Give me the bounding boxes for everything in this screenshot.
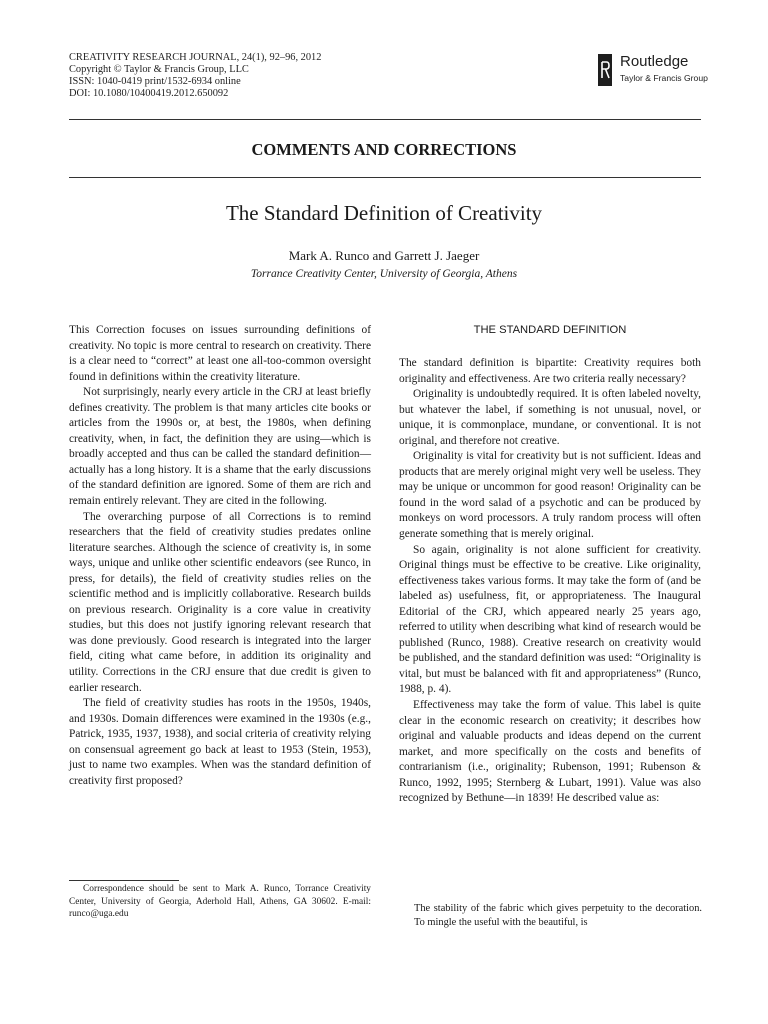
body-paragraph: Effectiveness may take the form of value. This label is quite clear in the economic research on creativity; it describes how original and valuable products and ideas depend on the current market, and more specifically on the costs and benefits of contrarianism (i.e., originality; Rubenson, 1991; Rubenson & Runco, 1992, 1995; Sternberg & Lubart, 1991). Value was also recognized by Bethune—in 1839! He described value as: [399, 699, 701, 805]
body-paragraph: Not surprisingly, nearly every article in the CRJ at least briefly defines creativity. The problem is that many articles cite books or articles from the 1990s or, at best, the 1980s, when defining creativity, when, in fact, the definition they are using—which is broadly accepted and thus can be called the standard definition—actually has a long history. It is a shame that the early discussions of the standard definition are ignored. Some of them are rich and remain entirely relevant. They are cited in the following. [69, 386, 371, 508]
body-paragraph: Originality is vital for creativity but is not sufficient. Ideas and products that are merely original might very well be useless. They may be unique or uncommon for good reason! Originality can be found in the word salad of a psychotic and can be produced by monkeys on word processors. A truly random process will often generate something that is merely original. [399, 450, 701, 541]
affiliation: Torrance Creativity Center, University of Georgia, Athens [250, 268, 518, 280]
section-subheading: THE STANDARD DEFINITION [473, 324, 627, 336]
heading-rule [69, 177, 701, 178]
body-paragraph: So again, originality is not alone sufficient for creativity. Original things must be effective to be creative. Like originality, effectiveness takes various forms. It may take the form of (and be labeled as) usefulness, fit, or appropriateness. The Inaugural Editorial of the CRJ, which appeared nearly 25 years ago, referred to utility when describing what kind of research would be published (Runco, 1988). Creative research on creativity would be published, and the standard definition was used: “Originality is vital, but must be balanced with fit and appropriateness” (Runco, 1988, p. 4). [399, 543, 701, 696]
left-column [69, 323, 371, 789]
body-paragraph: This Correction focuses on issues surrounding definitions of creativity. No topic is more central to research on creativity. There is a clear need to “correct” at least one all-too-common oversight found in definitions within the creativity literature. [69, 324, 371, 383]
body-paragraph: The standard definition is bipartite: Creativity requires both originality and effectiveness. Are two criteria really necessary? [399, 357, 701, 385]
quote-text: The stability of the fabric which gives perpetuity to the decoration. To mingle the useful with the beautiful, is [414, 903, 702, 928]
body-paragraph: Originality is undoubtedly required. It is often labeled novelty, but whatever the label, if something is not unusual, novel, or unique, it is commonplace, mundane, or conventional. It is not original, and therefore not creative. [399, 388, 701, 447]
publisher-name: Routledge [620, 53, 689, 70]
journal-line: Copyright © Taylor & Francis Group, LLC [69, 64, 249, 75]
block-quote [414, 902, 702, 929]
journal-line: DOI: 10.1080/10400419.2012.650092 [69, 88, 229, 99]
footnote-rule [69, 880, 179, 881]
correspondence-footnote [69, 883, 371, 921]
journal-citation [69, 52, 321, 100]
journal-line: ISSN: 1040-0419 print/1532-6934 online [69, 76, 241, 87]
top-rule [69, 119, 701, 120]
body-paragraph: The overarching purpose of all Corrections is to remind researchers that the field of creativity studies predates online literature searches. Although the science of creativity is, in some ways, unique and unlike other scientific endeavors (see Runco, in press, for details), the field of creativity studies relies on the scientific method and is implicitly collaborative. Research builds on previous research. Originality is a core value in creativity studies, but this does not justify ignoring relevant research that was done previously. Good research is integrated into the larger field, citing what came before, in addition its originality and utility. Corrections in the CRJ ensure that due credit is given to earlier research. [69, 510, 371, 694]
authors: Mark A. Runco and Garrett J. Jaeger [288, 248, 480, 263]
right-column [399, 356, 701, 807]
footnote-text: Correspondence should be sent to Mark A. Runco, Torrance Creativity Center, University of Georgia, Aderhold Hall, Athens, GA 30602. E-mail: runco@uga.edu [69, 884, 371, 920]
routledge-r-logo-icon [598, 54, 612, 86]
journal-line: CREATIVITY RESEARCH JOURNAL, 24(1), 92–96, 2012 [69, 52, 322, 63]
publisher-logo[interactable] [598, 54, 708, 90]
publisher-subtitle: Taylor & Francis Group [620, 73, 708, 83]
article-title: The Standard Definition of Creativity [225, 201, 543, 225]
section-heading: COMMENTS AND CORRECTIONS [251, 140, 517, 159]
body-paragraph: The field of creativity studies has roots in the 1950s, 1940s, and 1930s. Domain differences were examined in the 1930s (e.g., Patrick, 1935, 1937, 1938), and social criteria of creativity relying on consensual agreement go back at least to 1953 (Stein, 1953), just to name two examples. When was the standard definition of creativity first proposed? [69, 697, 371, 787]
